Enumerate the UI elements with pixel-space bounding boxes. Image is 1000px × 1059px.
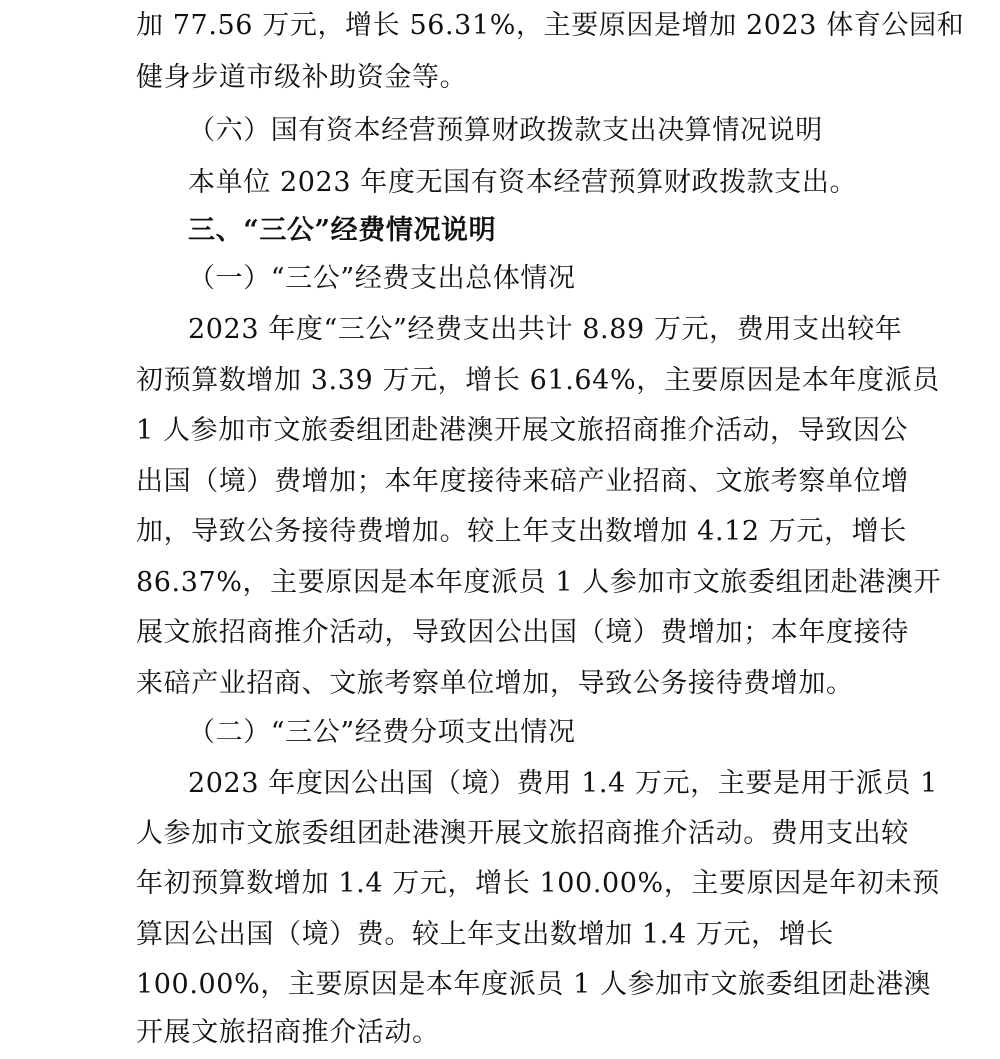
body-text-line: 初预算数增加 3.39 万元，增长 61.64%，主要原因是本年度派员 xyxy=(136,365,940,396)
body-text-line: 本单位 2023 年度无国有资本经营预算财政拨款支出。 xyxy=(188,167,858,198)
body-text-line: 2023 年度“三公”经费支出共计 8.89 万元，费用支出较年 xyxy=(188,314,903,345)
body-text-line: 2023 年度因公出国（境）费用 1.4 万元，主要是用于派员 1 xyxy=(188,768,938,799)
body-text-line: 加，导致公务接待费增加。较上年支出数增加 4.12 万元，增长 xyxy=(136,516,907,547)
body-text-line: 100.00%，主要原因是本年度派员 1 人参加市文旅委组团赴港澳 xyxy=(136,969,932,1000)
body-text-line: 开展文旅招商推介活动。 xyxy=(136,1017,440,1048)
subsection-heading-2: （二）“三公”经费分项支出情况 xyxy=(188,717,576,748)
section-heading-6: （六）国有资本经营预算财政拨款支出决算情况说明 xyxy=(188,115,823,146)
body-text-line: 展文旅招商推介活动，导致因公出国（境）费增加；本年度接待 xyxy=(136,617,909,648)
body-text-line: 年初预算数增加 1.4 万元，增长 100.00%，主要原因是年初未预 xyxy=(136,868,940,899)
body-text-line: 人参加市文旅委组团赴港澳开展文旅招商推介活动。费用支出较 xyxy=(136,818,909,849)
section-heading-three-public-expenses: 三、“三公”经费情况说明 xyxy=(188,215,497,246)
subsection-heading-1: （一）“三公”经费支出总体情况 xyxy=(188,263,576,294)
body-text-line: 健身步道市级补助资金等。 xyxy=(136,62,468,93)
body-text-line: 1 人参加市文旅委组团赴港澳开展文旅招商推介活动，导致因公 xyxy=(136,415,909,446)
body-text-line: 来碚产业招商、文旅考察单位增加，导致公务接待费增加。 xyxy=(136,668,854,699)
body-text-line: 算因公出国（境）费。较上年支出数增加 1.4 万元，增长 xyxy=(136,919,834,950)
body-text-line: 加 77.56 万元，增长 56.31%，主要原因是增加 2023 体育公园和 xyxy=(136,10,965,41)
body-text-line: 86.37%，主要原因是本年度派员 1 人参加市文旅委组团赴港澳开 xyxy=(136,567,942,598)
body-text-line: 出国（境）费增加；本年度接待来碚产业招商、文旅考察单位增 xyxy=(136,466,909,497)
